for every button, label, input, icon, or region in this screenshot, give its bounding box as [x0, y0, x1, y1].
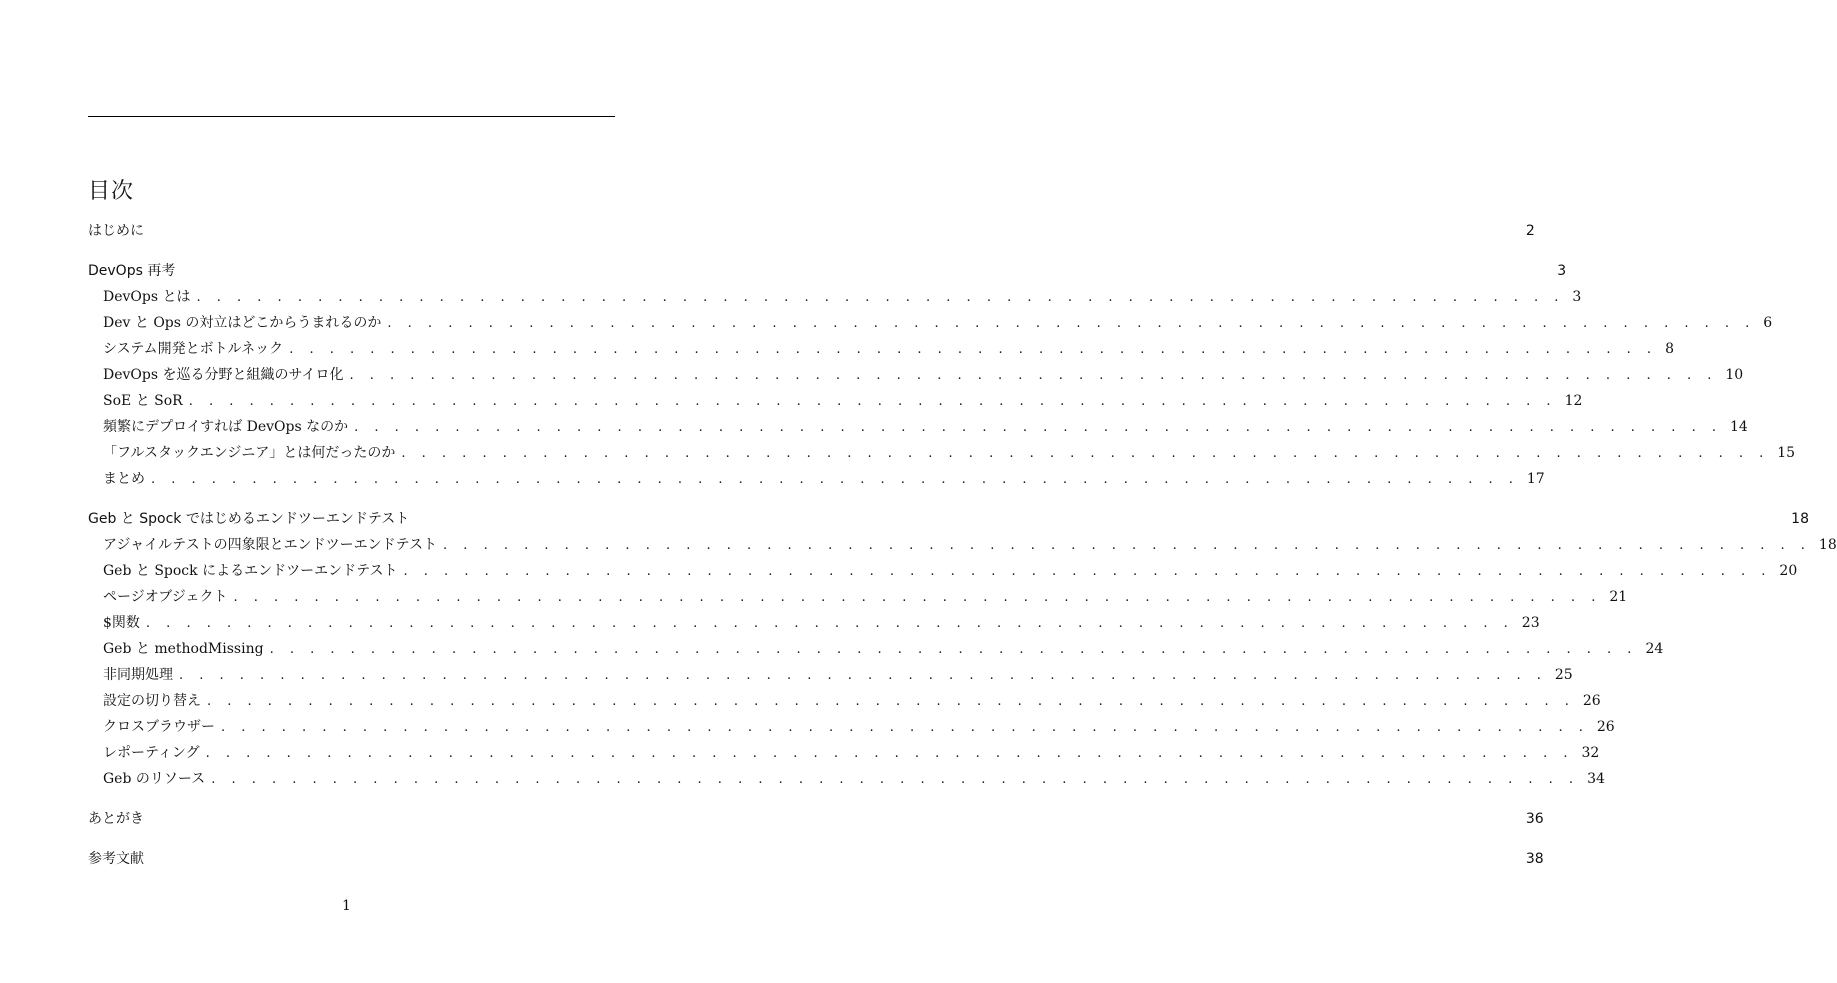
toc-dot-leader: . . . . . . . . . . . . . . . . . . . . . . . . . . . . . . . . . . . . . . . . . . . . . . . . . . . . . . . . . . . . . . . . . . . . — [207, 694, 1575, 709]
toc-section-entry[interactable] — [103, 664, 1573, 686]
toc-dot-leader: . . . . . . . . . . . . . . . . . . . . . . . . . . . . . . . . . . . . . . . . . . . . . . . . . . . . . . . . . . . . . . . . . . . . — [205, 746, 1574, 761]
toc-dot-leader: . . . . . . . . . . . . . . . . . . . . . . . . . . . . . . . . . . . . . . . . . . . . . . . . . . . . . . . . . . . . . . . . . . . . — [188, 394, 1557, 409]
toc-section-entry[interactable] — [103, 312, 1773, 334]
toc-chapter-entry[interactable] — [88, 848, 1544, 870]
toc-entry-title: $関数 — [103, 612, 146, 632]
toc-dot-leader: . . . . . . . . . . . . . . . . . . . . . . . . . . . . . . . . . . . . . . . . . . . . . . . . . . . . . . . . . . . . . . . . . . . . — [289, 342, 1658, 357]
toc-entry-page: 20 — [1771, 563, 1797, 579]
toc-entry-title: レポーティング — [103, 742, 206, 762]
toc-entry-title: SoE と SoR — [103, 390, 189, 410]
toc-entry-page: 8 — [1657, 341, 1674, 357]
toc-entry-title: 非同期処理 — [103, 664, 179, 684]
toc-section-entry[interactable] — [103, 586, 1628, 608]
toc-entry-title: はじめに — [88, 220, 150, 240]
toc-entry-title: まとめ — [103, 468, 151, 488]
toc-dot-leader: . . . . . . . . . . . . . . . . . . . . . . . . . . . . . . . . . . . . . . . . . . . . . . . . . . . . . . . . . . . . . . . . . . . . — [179, 668, 1547, 683]
toc-entry-page: 3 — [1564, 289, 1581, 305]
toc-section-entry[interactable] — [103, 442, 1796, 464]
toc-entry-title: Geb のリソース — [103, 768, 211, 788]
toc-section-entry[interactable] — [103, 468, 1545, 490]
toc-dot-leader: . . . . . . . . . . . . . . . . . . . . . . . . . . . . . . . . . . . . . . . . . . . . . . . . . . . . . . . . . . . . . . . . . . . . — [211, 772, 1580, 787]
toc-entry-page: 23 — [1514, 615, 1540, 631]
toc-section-entry[interactable] — [103, 416, 1748, 438]
toc-section-entry[interactable] — [103, 286, 1582, 308]
toc-dot-leader: . . . . . . . . . . . . . . . . . . . . . . . . . . . . . . . . . . . . . . . . . . . . . . . . . . . . . . . . . . . . . . . . . . . . — [233, 590, 1602, 605]
toc-entry-title: クロスブラウザー — [103, 716, 221, 736]
toc-section-entry[interactable] — [103, 390, 1583, 412]
toc-section-entry[interactable] — [103, 638, 1664, 660]
toc-entry-page: 2 — [1518, 223, 1535, 239]
toc-section-entry[interactable] — [103, 612, 1540, 634]
toc-chapter-entry[interactable] — [88, 508, 1809, 530]
toc-entry-title: 頻繁にデプロイすれば DevOps なのか — [103, 416, 354, 436]
toc-entry-page: 24 — [1637, 641, 1663, 657]
toc-section-entry[interactable] — [103, 690, 1601, 712]
toc-entry-title: 「フルスタックエンジニア」とは何だったのか — [103, 442, 401, 462]
toc-chapter-entry[interactable] — [88, 260, 1567, 282]
toc-entry-title: あとがき — [88, 808, 150, 828]
toc-heading: 目次 — [88, 179, 135, 204]
toc-dot-leader: . . . . . . . . . . . . . . . . . . . . . . . . . . . . . . . . . . . . . . . . . . . . . . . . . . . . . . . . . . . . . . . . . . . . — [145, 616, 1514, 631]
toc-entry-page: 15 — [1769, 445, 1795, 461]
toc-dot-leader: . . . . . . . . . . . . . . . . . . . . . . . . . . . . . . . . . . . . . . . . . . . . . . . . . . . . . . . . . . . . . . . . . . . . — [403, 564, 1772, 579]
toc-entry-page: 18 — [1811, 537, 1837, 553]
toc-section-entry[interactable] — [103, 560, 1798, 582]
toc-dot-leader: . . . . . . . . . . . . . . . . . . . . . . . . . . . . . . . . . . . . . . . . . . . . . . . . . . . . . . . . . . . . . . . . . . . . — [269, 642, 1638, 657]
toc-entry-title: Dev と Ops の対立はどこからうまれるのか — [103, 312, 387, 332]
toc-entry-page: 26 — [1589, 719, 1615, 735]
toc-dot-leader: . . . . . . . . . . . . . . . . . . . . . . . . . . . . . . . . . . . . . . . . . . . . . . . . . . . . . . . . . . . . . . . . . . . . — [401, 446, 1770, 461]
toc-entry-title: DevOps 再考 — [88, 260, 181, 280]
toc-entry-page: 6 — [1755, 315, 1772, 331]
toc-entry-title: アジャイルテストの四象限とエンドツーエンドテスト — [103, 534, 443, 554]
toc-entry-title: DevOps を巡る分野と組織のサイロ化 — [103, 364, 350, 384]
toc-entry-title: DevOps とは — [103, 286, 197, 306]
toc-entry-title: ページオブジェクト — [103, 586, 233, 606]
toc-dot-leader: . . . . . . . . . . . . . . . . . . . . . . . . . . . . . . . . . . . . . . . . . . . . . . . . . . . . . . . . . . . . . . . . . . . . — [221, 720, 1589, 735]
toc-chapter-entry[interactable] — [88, 220, 1535, 242]
toc-entry-title: 設定の切り替え — [103, 690, 207, 710]
toc-dot-leader: . . . . . . . . . . . . . . . . . . . . . . . . . . . . . . . . . . . . . . . . . . . . . . . . . . . . . . . . . . . . . . . . . . . . — [349, 368, 1718, 383]
toc-entry-page: 26 — [1575, 693, 1601, 709]
toc-section-entry[interactable] — [103, 716, 1615, 738]
toc-entry-title: 参考文献 — [88, 848, 150, 868]
toc-entry-page: 17 — [1519, 471, 1545, 487]
top-rule — [88, 116, 615, 117]
toc-section-entry[interactable] — [103, 338, 1674, 360]
toc-section-entry[interactable] — [103, 742, 1600, 764]
toc-entry-page: 25 — [1547, 667, 1573, 683]
toc-entry-title: Geb と Spock ではじめるエンドツーエンドテスト — [88, 508, 415, 528]
toc-entry-title: Geb と Spock によるエンドツーエンドテスト — [103, 560, 404, 580]
toc-dot-leader: . . . . . . . . . . . . . . . . . . . . . . . . . . . . . . . . . . . . . . . . . . . . . . . . . . . . . . . . . . . . . . . . . . . . — [443, 538, 1811, 553]
toc-entry-page: 36 — [1518, 811, 1544, 827]
toc-dot-leader: . . . . . . . . . . . . . . . . . . . . . . . . . . . . . . . . . . . . . . . . . . . . . . . . . . . . . . . . . . . . . . . . . . . . — [387, 316, 1756, 331]
toc-entry-page: 34 — [1579, 771, 1605, 787]
toc-chapter-entry[interactable] — [88, 808, 1544, 830]
toc-entry-title: Geb と methodMissing — [103, 638, 270, 658]
toc-entry-page: 21 — [1601, 589, 1627, 605]
toc-section-entry[interactable] — [103, 534, 1837, 556]
toc-section-entry[interactable] — [103, 364, 1744, 386]
toc-dot-leader: . . . . . . . . . . . . . . . . . . . . . . . . . . . . . . . . . . . . . . . . . . . . . . . . . . . . . . . . . . . . . . . . . . . . — [354, 420, 1722, 435]
toc-entry-page: 18 — [1783, 511, 1809, 527]
toc-dot-leader: . . . . . . . . . . . . . . . . . . . . . . . . . . . . . . . . . . . . . . . . . . . . . . . . . . . . . . . . . . . . . . . . . . . . — [196, 290, 1565, 305]
toc-entry-page: 38 — [1518, 851, 1544, 867]
toc-entry-page: 3 — [1549, 263, 1566, 279]
toc-entry-page: 12 — [1557, 393, 1583, 409]
toc-entry-page: 32 — [1573, 745, 1599, 761]
page-number: 1 — [342, 898, 351, 914]
toc-entry-title: システム開発とボトルネック — [103, 338, 289, 358]
toc-dot-leader: . . . . . . . . . . . . . . . . . . . . . . . . . . . . . . . . . . . . . . . . . . . . . . . . . . . . . . . . . . . . . . . . . . . . — [151, 472, 1519, 487]
toc-entry-page: 14 — [1722, 419, 1748, 435]
toc-entry-page: 10 — [1717, 367, 1743, 383]
toc-section-entry[interactable] — [103, 768, 1605, 790]
